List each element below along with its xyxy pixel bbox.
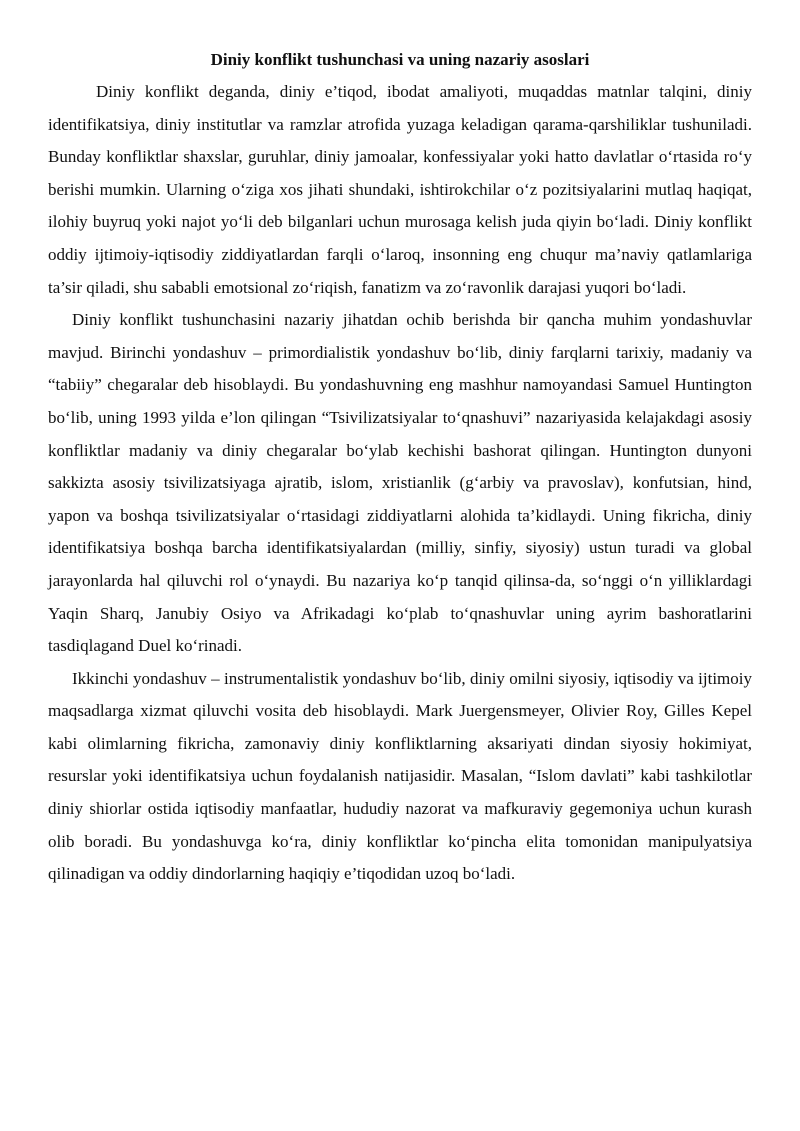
paragraph-primordialist: Diniy konflikt tushunchasini nazariy jihatdan ochib berishda bir qancha muhim yondashuvlar mavjud. Birinchi yondashuv – primordialistik yondashuv bo‘lib, diniy farqlarni tarixiy, madaniy va “tabiiy” chegaralar deb hisoblaydi. Bu yondashuvning eng mashhur namoyandasi Samuel Huntington bo‘lib, uning 1993 yilda e’lon qilingan “Tsivilizatsiyalar to‘qnashuvi” nazariyasida kelajakdagi asosiy konfliktlar madaniy va diniy chegaralar bo‘ylab kechishi bashorat qilingan. Huntington dunyoni sakkizta asosiy tsivilizatsiyaga ajratib, islom, xristianlik (g‘arbiy va pravoslav), konfutsian, hind, yapon va boshqa tsivilizatsiyalar o‘rtasidagi ziddiyatlarni alohida ta’kidlaydi. Uning fikricha, diniy identifikatsiya boshqa barcha identifikatsiyalardan (milliy, sinfiy, siyosiy) ustun turadi va global jarayonlarda hal qiluvchi rol o‘ynaydi. Bu nazariya ko‘p tanqid qilinsa-da, so‘nggi o‘n yilliklardagi Yaqin Sharq, Janubiy Osiyo va Afrikadagi ko‘plab to‘qnashuvlar uning ayrim bashoratlarini tasdiqlagand Duel ko‘rinadi. (48, 310, 752, 656)
paragraph-definition: Diniy konflikt deganda, diniy e’tiqod, ibodat amaliyoti, muqaddas matnlar talqini, diniy identifikatsiya, diniy institutlar va ramzlar atrofida yuzaga keladigan qarama-qarshiliklar tushuniladi. Bunday konfliktlar shaxslar, guruhlar, diniy jamoalar, konfessiyalar yoki hatto davlatlar o‘rtasida ro‘y berishi mumkin. Ularning o‘ziga xos jihati shundaki, ishtirokchilar o‘z pozitsiyalarini mutlaq haqiqat, ilohiy buyruq yoki najot yo‘li deb bilganlari uchun murosaga kelish juda qiyin bo‘ladi. Diniy konflikt oddiy ijtimoiy-iqtisodiy ziddiyatlardan farqli o‘laroq, insonning eng chuqur ma’naviy qatlamlariga ta’sir qiladi, shu sababli emotsional zo‘riqish, fanatizm va zo‘ravonlik darajasi yuqori bo‘ladi. (48, 82, 752, 297)
paragraph-instrumentalist: Ikkinchi yondashuv – instrumentalistik yondashuv bo‘lib, diniy omilni siyosiy, iqtisodiy va ijtimoiy maqsadlarga xizmat qiluvchi vosita deb hisoblaydi. Mark Juergensmeyer, Olivier Roy, Gilles Kepel kabi olimlarning fikricha, zamonaviy diniy konfliktlarning aksariyati dindan siyosiy hokimiyat, resurslar yoki identifikatsiya uchun foydalanish natijasidir. Masalan, “Islom davlati” kabi tashkilotlar diniy shiorlar ostida iqtisodiy manfaatlar, hududiy nazorat va mafkuraviy gegemoniya uchun kurash olib boradi. Bu yondashuvga ko‘ra, diniy konfliktlar ko‘pincha elita tomonidan manipulyatsiya qilinadigan va oddiy dindorlarning haqiqiy e’tiqodidan uzoq bo‘ladi. (48, 668, 752, 884)
document-title: Diniy konflikt tushunchasi va uning nazariy asoslari (210, 50, 590, 69)
document-page (48, 46, 752, 891)
